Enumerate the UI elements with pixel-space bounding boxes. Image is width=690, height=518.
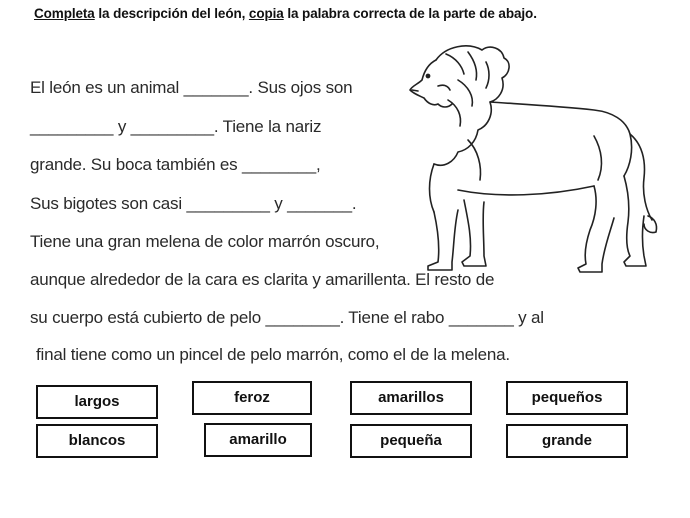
text-line-7: su cuerpo está cubierto de pelo ________. Tiene el rabo _______ y al [30,308,544,327]
text-line-1: El león es un animal _______. Sus ojos son [30,78,353,97]
instruction-keyword-copia: copia [248,6,284,21]
text-line-6: aunque alrededor de la cara es clarita y amarillenta. El resto de [30,270,495,289]
worksheet-instructions: Completa la descripción del león, copia la palabra correcta de la parte de abajo. [34,6,537,21]
text-line-4: Sus bigotes son casi _________ y _______. [30,194,357,213]
word-card-blancos[interactable]: blancos [36,424,158,458]
instruction-keyword-completa: Completa [34,6,95,21]
word-card-amarillo[interactable]: amarillo [204,423,312,457]
word-card-amarillos[interactable]: amarillos [350,381,472,415]
word-card-largos[interactable]: largos [36,385,158,419]
word-card-pequenos[interactable]: pequeños [506,381,628,415]
word-card-pequena[interactable]: pequeña [350,424,472,458]
lion-illustration [398,40,660,280]
text-line-3: grande. Su boca también es ________, [30,155,321,174]
text-line-8: final tiene como un pincel de pelo marrón, como el de la melena. [36,345,510,364]
word-card-feroz[interactable]: feroz [192,381,312,415]
word-card-grande[interactable]: grande [506,424,628,458]
text-line-2: _________ y _________. Tiene la nariz [30,117,322,136]
text-line-5: Tiene una gran melena de color marrón oscuro, [30,232,380,251]
